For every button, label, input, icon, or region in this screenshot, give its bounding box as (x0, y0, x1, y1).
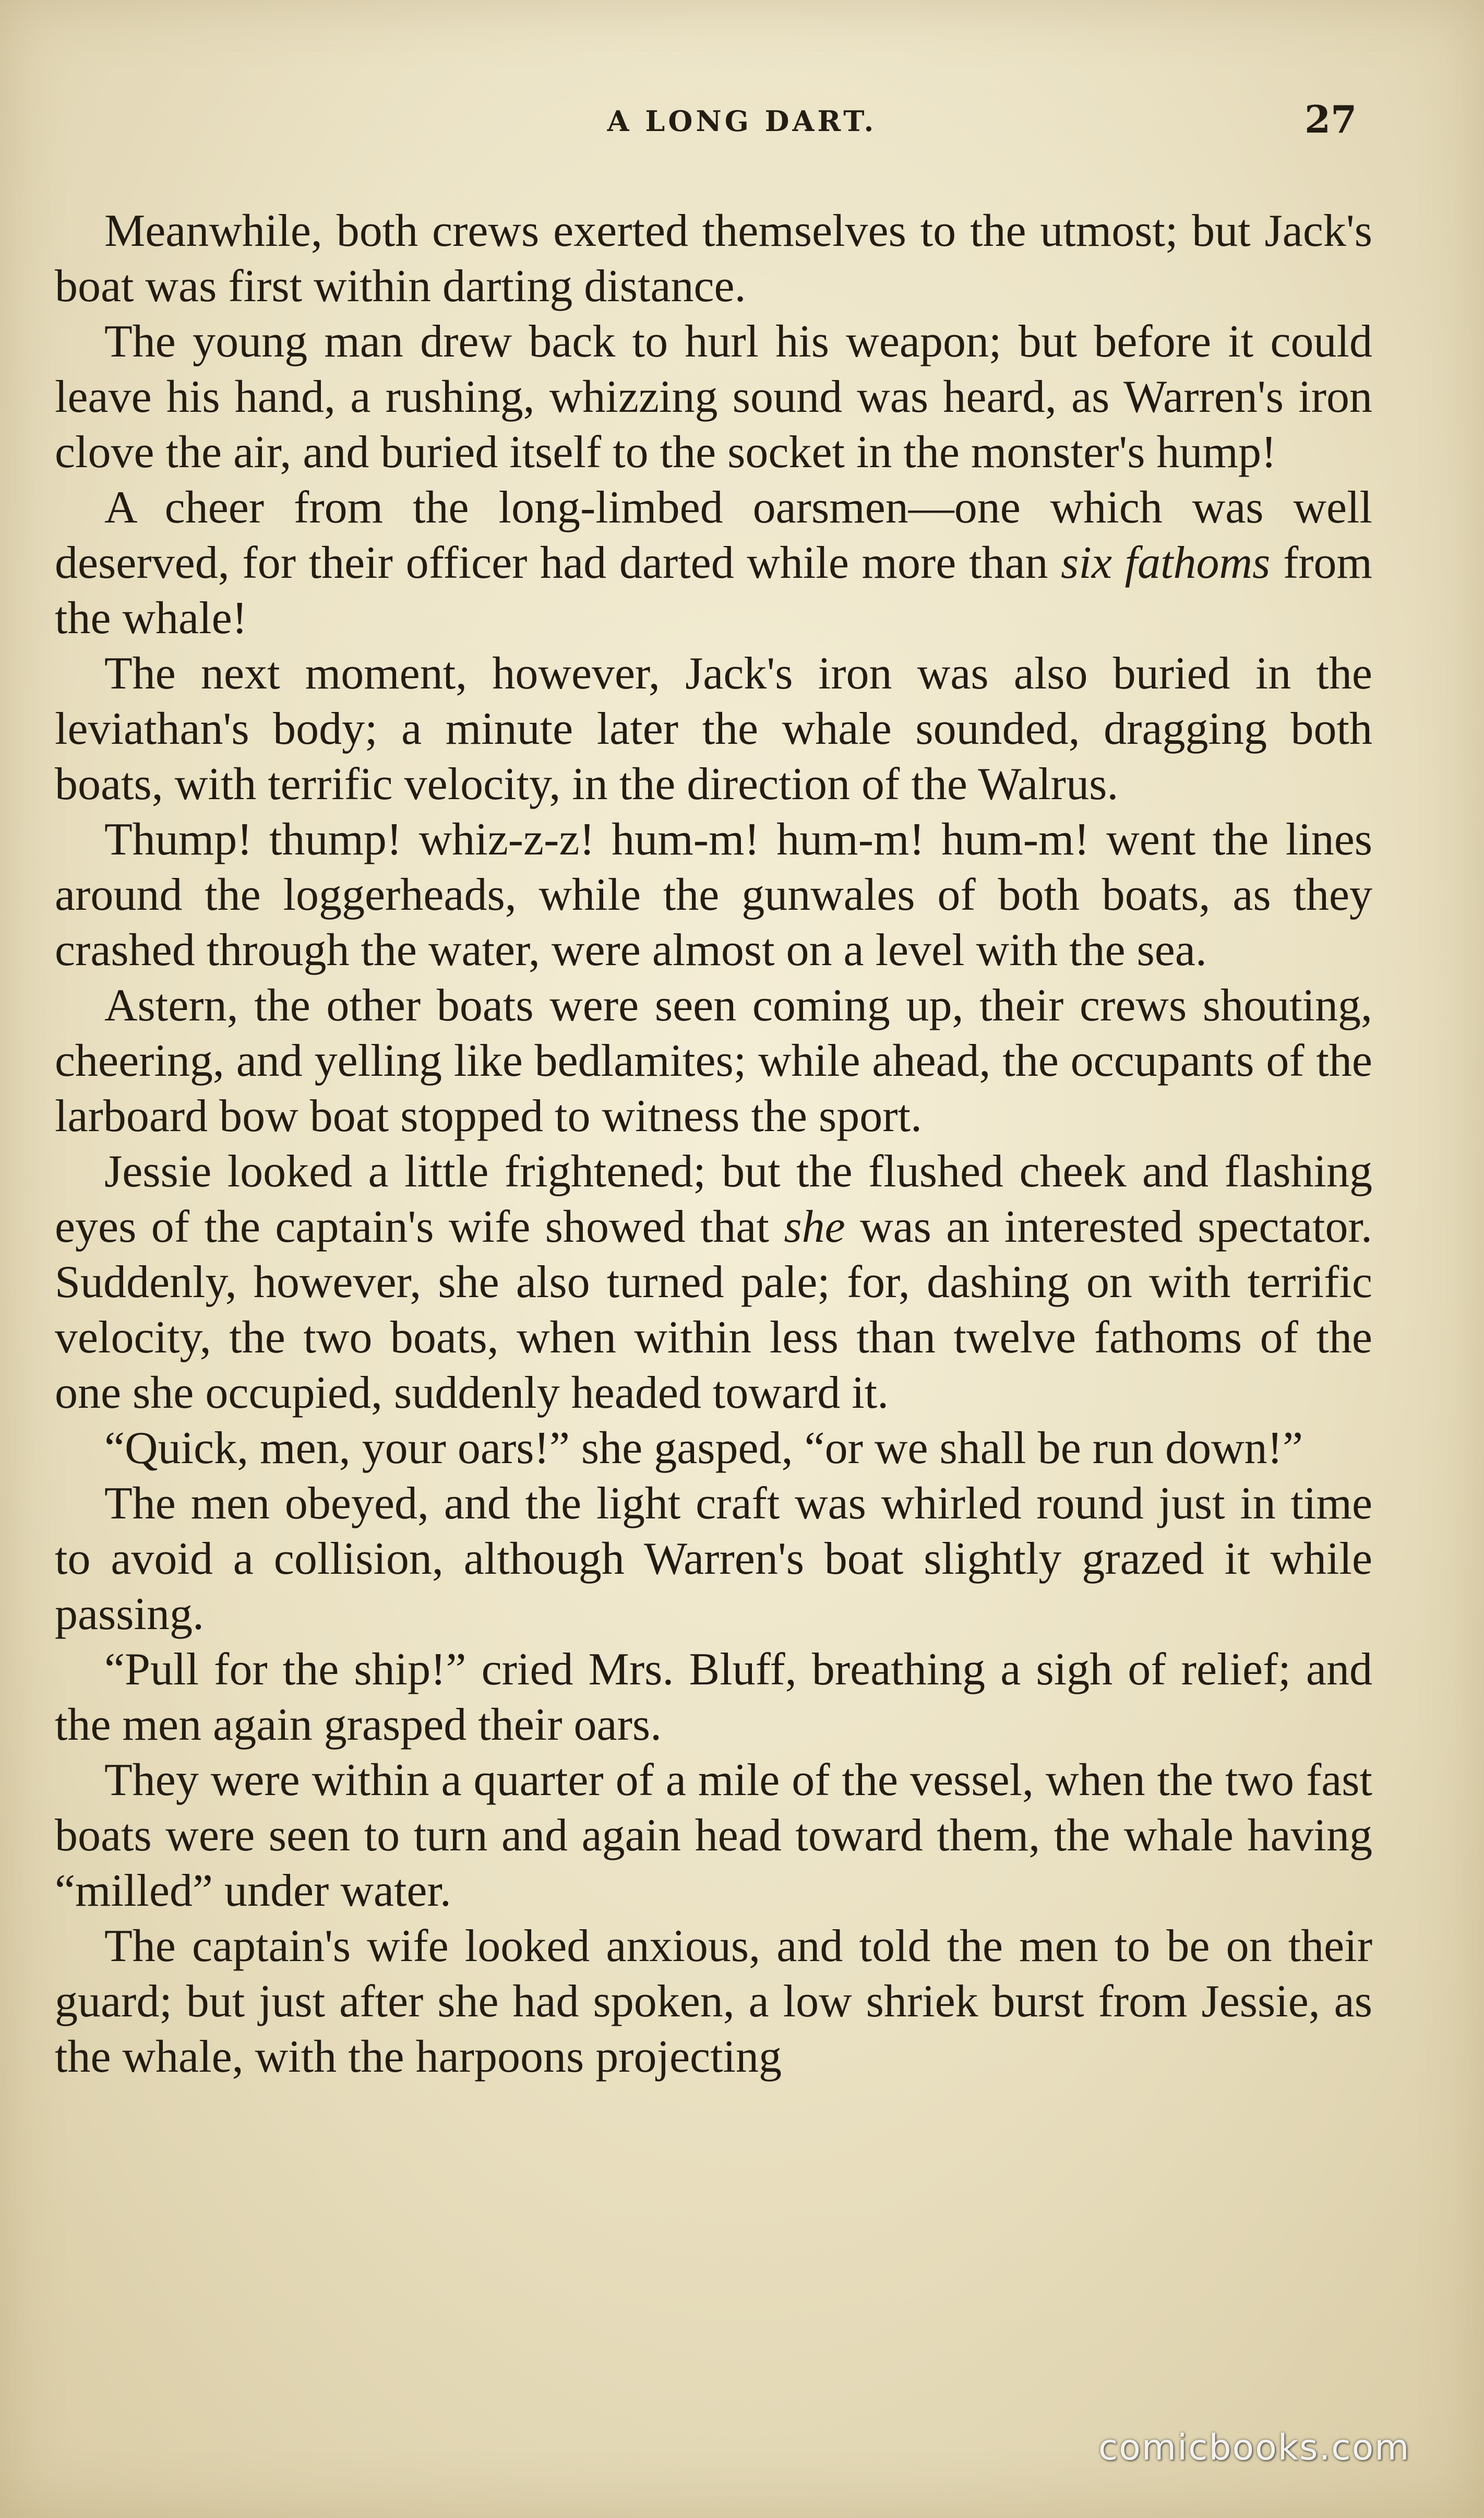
paragraph-1: Meanwhile, both crews exerted themselves to the utmost; but Jack's boat was first within darting distance. (55, 206, 1372, 312)
paragraph-6: Astern, the other boats were seen coming up, their crews shouting, cheering, and yelling like bedlamites; while ahead, the occupants of the larboard bow boat stopped to witness the sport. (55, 980, 1372, 1142)
paragraph-7-text-after: was an interested spectator. Suddenly, however, she also turned pale; for, dashing on with terrific velocity, the two boats, when within less than twelve fathoms of the one she occupied, suddenly headed toward it. (55, 1202, 1372, 1418)
paragraph-4: The next moment, however, Jack's iron was also buried in the leviathan's body; a minute later the whale sounded, dragging both boats, with terrific velocity, in the direction of the Walrus. (55, 648, 1372, 810)
paragraph-7-italic: she (784, 1202, 845, 1252)
paragraph-3-text-after: from the whale! (55, 538, 1372, 644)
paragraph-12: The captain's wife looked anxious, and told the men to be on their guard; but just after she had spoken, a low shriek burst from Jessie, as the whale, with the harpoons projecting (55, 1921, 1372, 2082)
paragraph-5: Thump! thump! whiz-z-z! hum-m! hum-m! hum-m! went the lines around the loggerheads, while the gunwales of both boats, as they crashed through the water, were almost on a level with the sea. (55, 814, 1372, 976)
paragraph-7-text-before: Jessie looked a little frightened; but the flushed cheek and flashing eyes of the captain's wife showed that (55, 1146, 1372, 1252)
paragraph-3-italic: six fathoms (1061, 538, 1271, 588)
paragraph-2: The young man drew back to hurl his weapon; but before it could leave his hand, a rushing, whizzing sound was heard, as Warren's iron clove the air, and buried itself to the socket in the monster's hump! (55, 316, 1372, 478)
paragraph-9: The men obeyed, and the light craft was whirled round just in time to avoid a collision, although Warren's boat slightly grazed it while passing. (55, 1478, 1372, 1640)
paragraph-7 (55, 1144, 1372, 1421)
running-title: A LONG DART. (607, 104, 877, 138)
paragraph-11: They were within a quarter of a mile of the vessel, when the two fast boats were seen to turn and again head toward them, the whale having “milled” under water. (55, 1755, 1372, 1916)
watermark: comicbooks.com (1098, 2427, 1410, 2468)
page-number: 27 (1305, 97, 1357, 141)
paragraph-3-text-before: A cheer from the long-limbed oarsmen—one which was well deserved, for their officer had darted while more than (55, 482, 1372, 588)
body-text (55, 204, 1372, 2085)
paragraph-10: “Pull for the ship!” cried Mrs. Bluff, breathing a sigh of relief; and the men again grasped their oars. (55, 1644, 1372, 1750)
paragraph-3 (55, 480, 1372, 646)
paragraph-8: “Quick, men, your oars!” she gasped, “or we shall be run down!” (104, 1423, 1303, 1474)
